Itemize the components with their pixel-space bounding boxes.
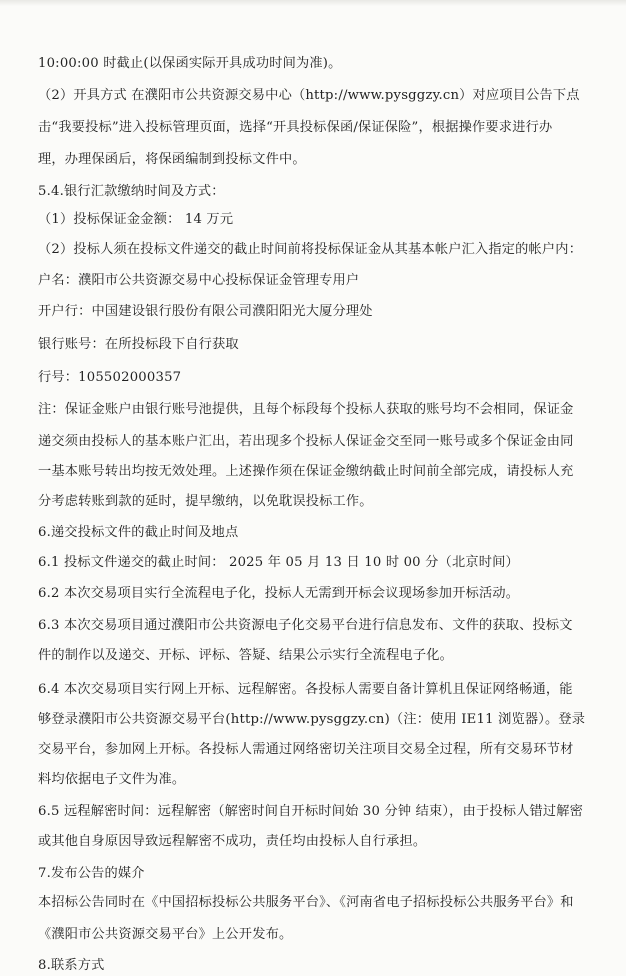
text-line: 一基本账号转出均按无效处理。上述操作须在保证金缴纳截止时间前全部完成，请投标人充	[38, 464, 574, 479]
section-heading: 5.4.银行汇款缴纳时间及方式：	[38, 184, 225, 199]
section-heading: 6.递交投标文件的截止时间及地点	[38, 525, 239, 540]
text-line: 6.2 本次交易项目实行全流程电子化，投标人无需到开标会议现场参加开标活动。	[38, 586, 520, 601]
account-name: 户名：濮阳市公共资源交易中心投标保证金管理专用户	[38, 273, 360, 288]
text-line: 料均依据电子文件为准。	[38, 772, 186, 787]
bank-name: 开户行：中国建设银行股份有限公司濮阳阳光大厦分理处	[38, 304, 373, 319]
deadline-line: 6.1 投标文件递交的截止时间： 2025 年 05 月 13 日 10 时 00 分（北京时间）	[38, 555, 519, 570]
bank-code: 行号：105502000357	[38, 370, 182, 385]
text-line: 击“我要投标”进入投标管理页面，选择“开具投标保函/保证保险”，根据操作要求进行办	[38, 120, 553, 135]
text-line: 理，办理保函后，将保函编制到投标文件中。	[38, 152, 306, 167]
section-heading: 8.联系方式	[38, 958, 105, 973]
text-line: 分考虑转账到款的延时，提早缴纳，以免耽误投标工作。	[38, 494, 373, 509]
scan-edge	[0, 0, 626, 6]
text-line: 10:00:00 时截止(以保函实际开具成功时间为准)。	[38, 56, 342, 71]
text-line: 交易平台，参加网上开标。各投标人需通过网络密切关注项目交易全过程，所有交易环节材	[38, 742, 574, 757]
text-line: （2）投标人须在投标文件递交的截止时间前将投标保证金从其基本帐户汇入指定的帐户内：	[38, 242, 583, 257]
text-line: 递交须由投标人的基本账户汇出，若出现多个投标人保证金交至同一账号或多个保证金由同	[38, 434, 574, 449]
text-line: （1）投标保证金金额： 14 万元	[38, 212, 234, 227]
text-line: 本招标公告同时在《中国招标投标公共服务平台》、《河南省电子招标投标公共服务平台》和	[38, 895, 574, 910]
text-line: 够登录濮阳市公共资源交易平台(http://www.pysggzy.cn)（注：使用 IE11 浏览器）。登录	[38, 712, 586, 727]
text-line: 6.4 本次交易项目实行网上开标、远程解密。各投标人需要自备计算机且保证网络畅通，能	[38, 682, 573, 697]
text-line: 件的制作以及递交、开标、评标、答疑、结果公示实行全流程电子化。	[38, 648, 454, 663]
section-heading: 7.发布公告的媒介	[38, 866, 145, 881]
account-number: 银行账号：在所投标段下自行获取	[38, 337, 239, 352]
text-line: 6.5 远程解密时间：远程解密（解密时间自开标时间始 30 分钟 结束），由于投标人错过解密	[38, 804, 584, 819]
text-line: 或其他自身原因导致远程解密不成功，责任均由投标人自行承担。	[38, 834, 427, 849]
text-line: （2）开具方式 在濮阳市公共资源交易中心（http://www.pysggzy.cn）对应项目公告下点	[38, 88, 580, 103]
text-line: 6.3 本次交易项目通过濮阳市公共资源电子化交易平台进行信息发布、文件的获取、投标文	[38, 618, 573, 633]
text-line: 《濮阳市公共资源交易平台》上公开发布。	[38, 927, 293, 942]
text-line: 注：保证金账户由银行账号池提供，且每个标段每个投标人获取的账号均不会相同，保证金	[38, 402, 574, 417]
